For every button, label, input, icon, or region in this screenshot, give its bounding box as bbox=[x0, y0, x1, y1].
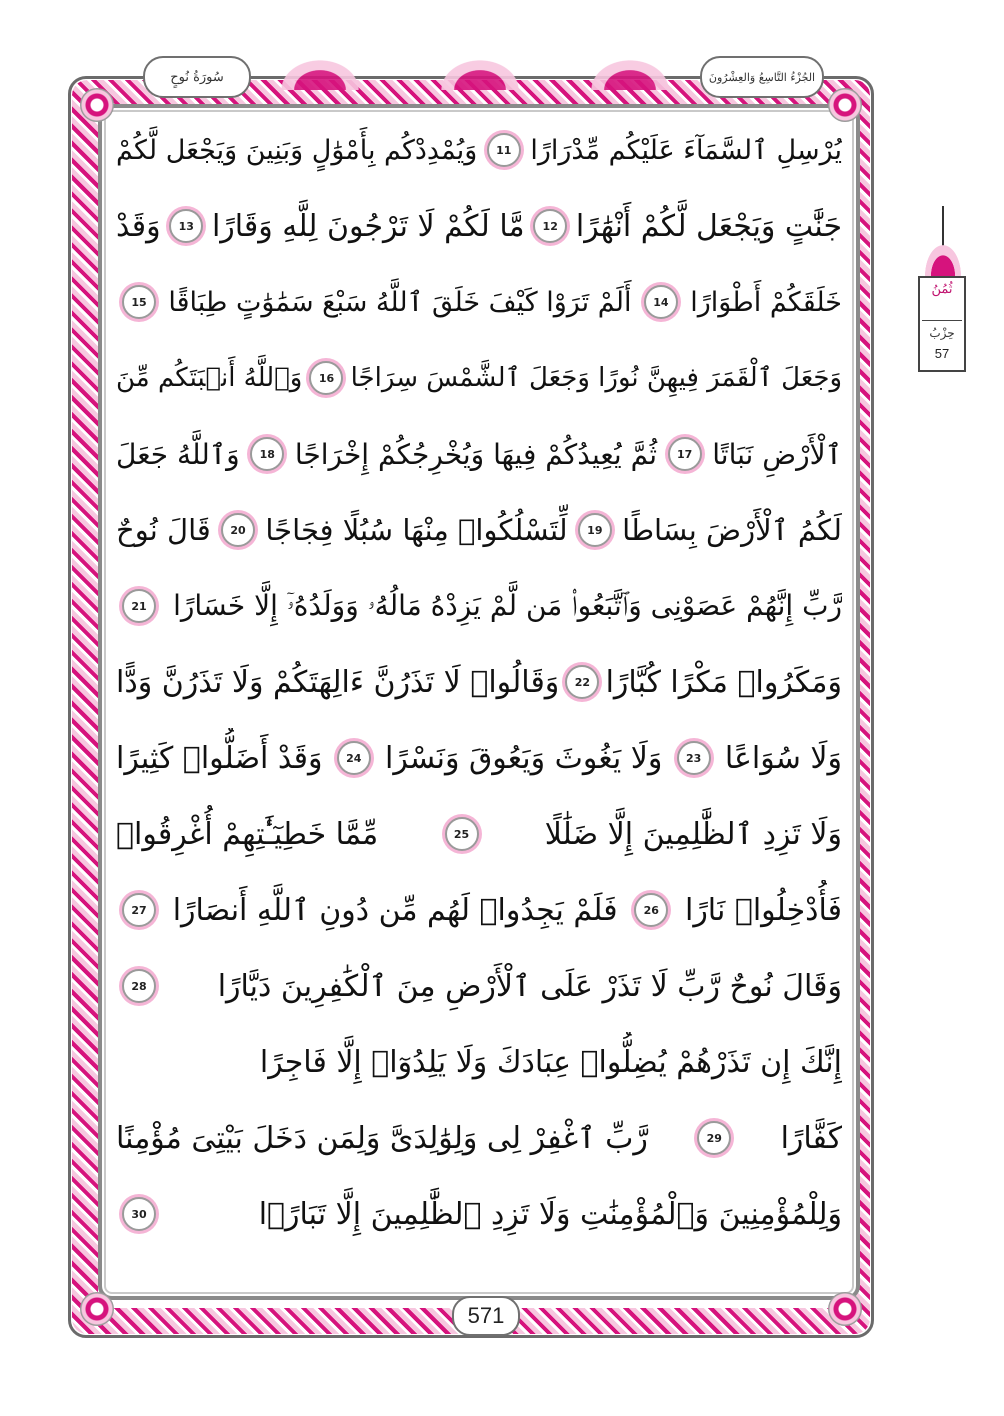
verse-text: لِّتَسْلُكُوا۟ مِنْهَا سُبُلًا فِجَاجًا bbox=[265, 513, 568, 547]
verse-line bbox=[116, 120, 842, 180]
verse-text: وَلَا سُوَاعًا bbox=[724, 740, 842, 776]
verse-text: وَقَدْ bbox=[116, 208, 161, 244]
verse-text: كَفَّارًا bbox=[780, 1120, 842, 1156]
verse-text: قَالَ نُوحٌ bbox=[116, 513, 211, 547]
top-crest-ornament bbox=[420, 44, 540, 90]
verse-text: فَأُدْخِلُوا۟ نَارًا bbox=[684, 892, 842, 928]
dome-icon bbox=[922, 240, 964, 280]
verse-text: وَقَالَ نُوحٌ رَّبِّ لَا تَذَرْ عَلَى ٱلْأَرْضِ مِنَ ٱلْكَٰفِرِينَ دَيَّارًا bbox=[217, 968, 842, 1004]
ayah-number-marker: 12 bbox=[533, 209, 567, 243]
verse-line bbox=[116, 1108, 842, 1168]
ayah-number-marker: 23 bbox=[677, 741, 711, 775]
hizb-fraction: ثُمُنُ bbox=[931, 282, 953, 297]
verse-text: رَّبِّ ٱغْفِرْ لِى وَلِوَٰلِدَىَّ وَلِمَن دَخَلَ بَيْتِىَ مُؤْمِنًا bbox=[116, 1120, 648, 1156]
ayah-number-marker: 13 bbox=[169, 209, 203, 243]
hizb-label: حِزْبُ bbox=[929, 326, 955, 340]
ayah-number-marker: 21 bbox=[122, 589, 156, 623]
verse-text: وَٱللَّهُ جَعَلَ bbox=[116, 437, 240, 471]
hizb-number: 57 bbox=[934, 346, 950, 361]
verse-line bbox=[116, 880, 842, 940]
ayah-number-marker: 24 bbox=[337, 741, 371, 775]
verse-text: وَجَعَلَ ٱلْقَمَرَ فِيهِنَّ نُورًا وَجَعَلَ ٱلشَّمْسَ سِرَاجًا bbox=[350, 363, 842, 393]
ayah-number-marker: 17 bbox=[668, 437, 702, 471]
hizb-box bbox=[918, 276, 966, 372]
verse-line bbox=[116, 652, 842, 712]
ayah-number-marker: 29 bbox=[697, 1121, 731, 1155]
verse-line bbox=[116, 728, 842, 788]
surah-name-label: سُورَةُ نُوحٍ bbox=[143, 56, 251, 98]
ayah-number-marker: 16 bbox=[309, 361, 343, 395]
verse-text: وَلَا يَغُوثَ وَيَعُوقَ وَنَسْرًا bbox=[385, 740, 663, 776]
verse-text: ٱلْأَرْضِ نَبَاتًا bbox=[712, 437, 842, 471]
verse-line bbox=[116, 348, 842, 408]
verse-line bbox=[116, 1184, 842, 1244]
ayah-number-marker: 22 bbox=[565, 665, 599, 699]
verse-line bbox=[116, 500, 842, 560]
verse-text: جَنَّٰتٍ وَيَجْعَل لَّكُمْ أَنْهَٰرًا bbox=[575, 208, 842, 244]
corner-ornament-top-right bbox=[828, 88, 862, 122]
top-crest-ornament bbox=[570, 44, 690, 90]
verse-text: فَلَمْ يَجِدُوا۟ لَهُم مِّن دُونِ ٱللَّهِ أَنصَارًا bbox=[172, 892, 618, 928]
corner-ornament-bottom-left bbox=[80, 1292, 114, 1326]
verse-text: رَّبِّ إِنَّهُمْ عَصَوْنِى وَٱتَّبَعُوا۟ مَن لَّمْ يَزِدْهُ مَالُهُۥ وَوَلَدُهُۥٓ إِلَّا خَسَارًا bbox=[173, 589, 842, 622]
corner-ornament-top-left bbox=[80, 88, 114, 122]
verse-text: وَقَالُوا۟ لَا تَذَرُنَّ ءَالِهَتَكُمْ وَلَا تَذَرُنَّ وَدًّا bbox=[116, 664, 560, 700]
verse-text: يُرْسِلِ ٱلسَّمَآءَ عَلَيْكُم مِّدْرَارًا bbox=[530, 134, 842, 166]
verse-text: لَكُمُ ٱلْأَرْضَ بِسَاطًا bbox=[622, 513, 842, 547]
ayah-number-marker: 30 bbox=[122, 1197, 156, 1231]
ayah-number-marker: 11 bbox=[487, 133, 521, 167]
ayah-number-marker: 19 bbox=[578, 513, 612, 547]
verse-text: ثُمَّ يُعِيدُكُمْ فِيهَا وَيُخْرِجُكُمْ إِخْرَاجًا bbox=[294, 437, 658, 471]
verse-text: وَقَدْ أَضَلُّوا۟ كَثِيرًا bbox=[116, 740, 323, 776]
verse-text: وَلِلْمُؤْمِنِينَ وَٱلْمُؤْمِنَٰتِ وَلَا تَزِدِ ٱلظَّٰلِمِينَ إِلَّا تَبَارًۢا bbox=[258, 1196, 842, 1232]
top-crest-ornament bbox=[260, 44, 380, 90]
ayah-number-marker: 14 bbox=[644, 285, 678, 319]
verse-text: إِنَّكَ إِن تَذَرْهُمْ يُضِلُّوا۟ عِبَادَكَ وَلَا يَلِدُوٓا۟ إِلَّا فَاجِرًا bbox=[259, 1044, 842, 1080]
verse-text: مَّا لَكُمْ لَا تَرْجُونَ لِلَّهِ وَقَارًا bbox=[211, 208, 525, 244]
ayah-number-marker: 15 bbox=[122, 285, 156, 319]
juz-name-label: الجُزْءُ التَّاسِعُ وَالعِشْرُونَ bbox=[700, 56, 824, 98]
verse-line bbox=[116, 196, 842, 256]
verse-text: وَيُمْدِدْكُم بِأَمْوَٰلٍ وَبَنِينَ وَيَجْعَل لَّكُمْ bbox=[116, 134, 478, 166]
verse-line bbox=[116, 272, 842, 332]
ayah-number-marker: 28 bbox=[122, 969, 156, 1003]
verse-text-area bbox=[116, 120, 842, 1270]
ayah-number-marker: 26 bbox=[634, 893, 668, 927]
ayah-number-marker: 20 bbox=[221, 513, 255, 547]
corner-ornament-bottom-right bbox=[828, 1292, 862, 1326]
ayah-number-marker: 18 bbox=[250, 437, 284, 471]
page-number: 571 bbox=[452, 1296, 520, 1336]
verse-line bbox=[116, 424, 842, 484]
verse-line bbox=[116, 576, 842, 636]
ayah-number-marker: 25 bbox=[445, 817, 479, 851]
verse-line bbox=[116, 956, 842, 1016]
verse-text: خَلَقَكُمْ أَطْوَارًا bbox=[690, 286, 842, 318]
verse-line bbox=[116, 1032, 842, 1092]
verse-text: وَلَا تَزِدِ ٱلظَّٰلِمِينَ إِلَّا ضَلَٰلًا bbox=[544, 816, 842, 852]
verse-text: أَلَمْ تَرَوْا كَيْفَ خَلَقَ ٱللَّهُ سَبْعَ سَمَٰوَٰتٍ طِبَاقًا bbox=[168, 286, 632, 318]
verse-text: وَٱللَّهُ أَنۢبَتَكُم مِّنَ bbox=[116, 363, 303, 393]
verse-text: مِّمَّا خَطِيٓـَٰٔتِهِمْ أُغْرِقُوا۟ bbox=[116, 816, 379, 852]
verse-line bbox=[116, 804, 842, 864]
divider bbox=[922, 320, 962, 321]
verse-text: وَمَكَرُوا۟ مَكْرًا كُبَّارًا bbox=[605, 664, 842, 700]
ayah-number-marker: 27 bbox=[122, 893, 156, 927]
hizb-marker bbox=[918, 206, 968, 370]
